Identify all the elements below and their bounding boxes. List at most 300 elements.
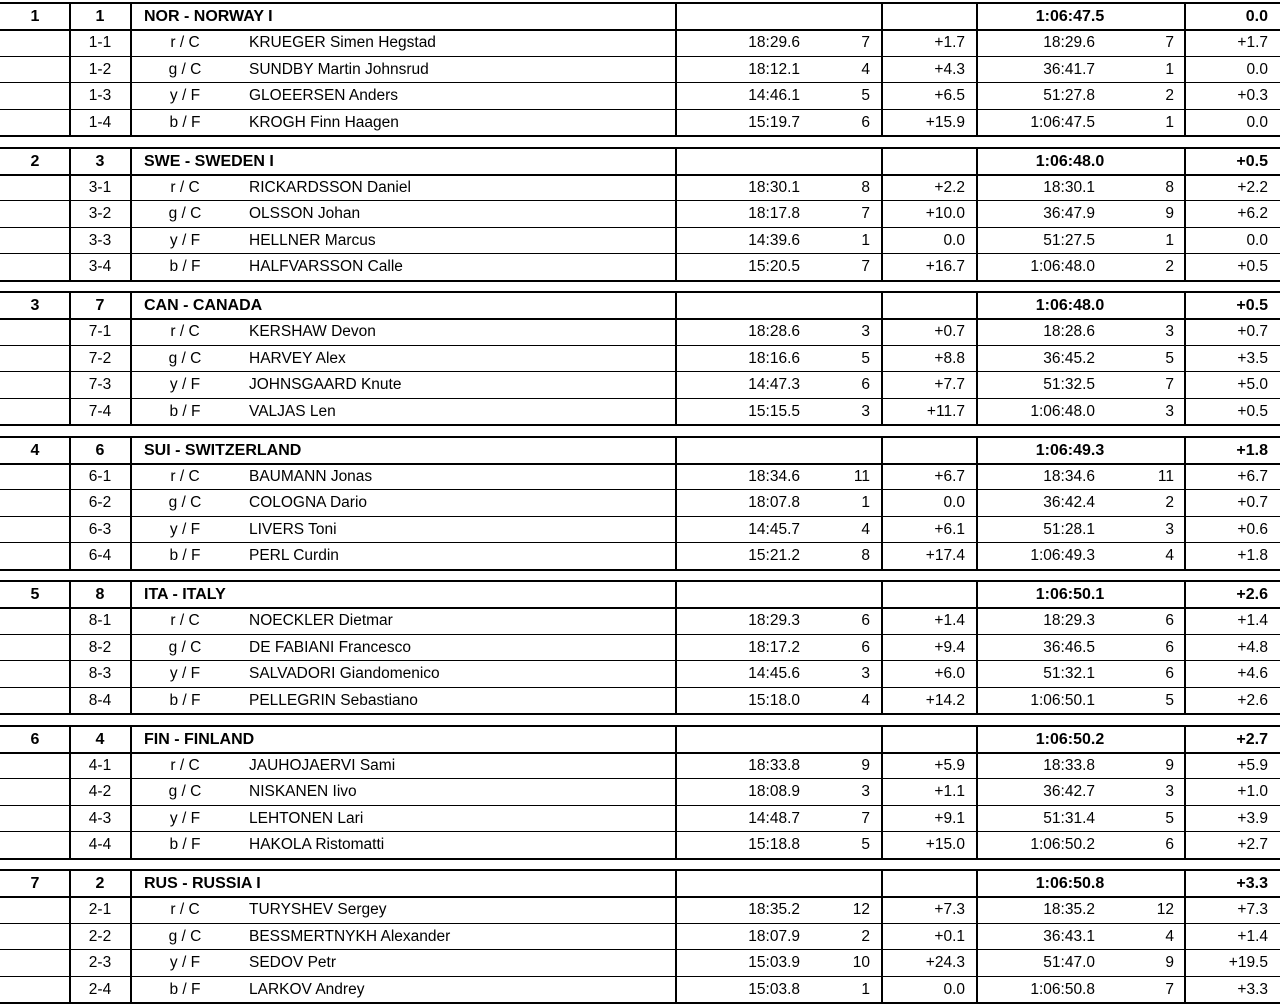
- row-divider: [0, 424, 1280, 426]
- leg-style: r / C: [170, 901, 200, 918]
- leg-style: r / C: [170, 323, 200, 340]
- leg-rank: 7: [861, 809, 870, 827]
- athlete-row: [0, 635, 1280, 661]
- cumulative-behind: +0.6: [1237, 520, 1268, 538]
- athlete-row: [0, 319, 1280, 345]
- leg-style: y / F: [169, 809, 201, 827]
- leg-behind: +7.7: [934, 376, 965, 393]
- athlete-name: NOECKLER Dietmar: [249, 612, 393, 629]
- cumulative-time: 18:28.6: [1043, 323, 1095, 340]
- cumulative-time: 51:32.1: [1043, 665, 1095, 682]
- cumulative-behind: +4.8: [1237, 638, 1268, 656]
- athlete-row: [0, 806, 1280, 832]
- cumulative-behind: +4.6: [1237, 665, 1268, 682]
- team-header-row: [0, 4, 1280, 29]
- cumulative-time: 18:30.1: [1043, 178, 1095, 196]
- team-rank: 4: [30, 441, 40, 459]
- athlete-row: [0, 490, 1280, 516]
- team-header-row: [0, 149, 1280, 174]
- team-rank: 3: [30, 297, 40, 314]
- team-header-row: [0, 871, 1280, 896]
- leg-style: b / F: [169, 980, 201, 998]
- leg-time: 14:45.7: [748, 520, 800, 538]
- leg-style: r / C: [170, 756, 200, 774]
- cumulative-behind: +0.7: [1237, 494, 1268, 511]
- athlete-row: [0, 950, 1280, 976]
- cumulative-rank: 7: [1165, 376, 1174, 393]
- team-name: SWE - SWEDEN I: [144, 152, 274, 170]
- team-block: [0, 725, 1280, 860]
- cumulative-time: 18:35.2: [1043, 901, 1095, 918]
- athlete-row: [0, 346, 1280, 372]
- leg-behind: +2.2: [934, 178, 965, 196]
- leg-behind: +0.7: [934, 323, 965, 340]
- athlete-name: LIVERS Toni: [249, 520, 337, 538]
- athlete-name: SALVADORI Giandomenico: [249, 665, 440, 682]
- leg-time: 15:18.8: [748, 836, 800, 853]
- leg-rank: 7: [861, 205, 870, 222]
- cumulative-time: 1:06:48.0: [1030, 402, 1095, 420]
- row-divider: [0, 858, 1280, 860]
- leg-style: g / C: [168, 783, 202, 800]
- athlete-name: DE FABIANI Francesco: [249, 638, 411, 656]
- leg-style: y / F: [169, 376, 201, 393]
- cumulative-time: 51:28.1: [1043, 520, 1095, 538]
- cumulative-behind: +1.4: [1237, 612, 1268, 629]
- team-bib: 8: [95, 586, 105, 603]
- leg-rank: 4: [861, 691, 870, 709]
- leg-time: 18:12.1: [748, 60, 800, 78]
- team-time: 1:06:50.1: [1035, 586, 1105, 603]
- athlete-name: OLSSON Johan: [249, 205, 361, 222]
- athlete-name: LARKOV Andrey: [249, 980, 365, 998]
- cumulative-rank: 3: [1165, 323, 1174, 340]
- athlete-row: [0, 175, 1280, 201]
- leg-behind: +9.4: [934, 638, 965, 656]
- leg-style: g / C: [168, 60, 202, 78]
- cumulative-time: 51:32.5: [1043, 376, 1095, 393]
- leg-time: 14:48.7: [748, 809, 800, 827]
- cumulative-time: 36:41.7: [1043, 60, 1095, 78]
- leg-behind: +6.5: [934, 87, 965, 104]
- cumulative-behind: +5.9: [1237, 756, 1268, 774]
- cumulative-behind: +3.3: [1237, 980, 1268, 998]
- leg-rank: 8: [861, 547, 870, 564]
- leg-behind: +4.3: [934, 60, 965, 78]
- leg-behind: +10.0: [925, 205, 965, 222]
- leg-time: 18:07.8: [748, 494, 800, 511]
- cumulative-time: 18:33.8: [1043, 756, 1095, 774]
- leg-number: 8-4: [88, 691, 112, 709]
- athlete-row: [0, 464, 1280, 490]
- row-divider: [0, 713, 1280, 715]
- athlete-row: [0, 399, 1280, 425]
- cumulative-time: 51:27.8: [1043, 87, 1095, 104]
- leg-rank: 7: [861, 258, 870, 275]
- leg-style: y / F: [169, 231, 201, 249]
- cumulative-time: 51:27.5: [1043, 231, 1095, 249]
- athlete-row: [0, 688, 1280, 714]
- leg-rank: 3: [861, 665, 870, 682]
- leg-style: b / F: [169, 691, 201, 709]
- athlete-row: [0, 753, 1280, 779]
- cumulative-behind: +2.6: [1237, 691, 1268, 709]
- cumulative-time: 36:42.7: [1043, 783, 1095, 800]
- leg-rank: 7: [861, 34, 870, 51]
- leg-rank: 10: [852, 954, 870, 971]
- team-name: RUS - RUSSIA I: [144, 875, 261, 892]
- leg-number: 1-2: [88, 60, 112, 78]
- leg-number: 4-1: [88, 756, 112, 774]
- leg-rank: 11: [853, 467, 870, 485]
- leg-time: 18:08.9: [748, 783, 800, 800]
- cumulative-time: 18:34.6: [1043, 467, 1095, 485]
- team-rank: 6: [30, 730, 40, 748]
- leg-rank: 1: [861, 980, 870, 998]
- leg-style: y / F: [169, 954, 201, 971]
- leg-behind: +14.2: [925, 691, 965, 709]
- athlete-name: HAKOLA Ristomatti: [249, 836, 385, 853]
- cumulative-rank: 1: [1165, 113, 1174, 131]
- athlete-row: [0, 57, 1280, 83]
- cumulative-rank: 9: [1165, 756, 1174, 774]
- cumulative-rank: 5: [1165, 809, 1174, 827]
- leg-number: 7-1: [88, 323, 112, 340]
- cumulative-behind: +6.7: [1237, 467, 1268, 485]
- leg-time: 15:15.5: [748, 402, 800, 420]
- team-bib: 2: [95, 875, 105, 892]
- leg-style: y / F: [169, 665, 201, 682]
- cumulative-behind: 0.0: [1246, 113, 1268, 131]
- cumulative-time: 36:46.5: [1043, 638, 1095, 656]
- athlete-name: KERSHAW Devon: [249, 323, 376, 340]
- team-behind: +2.7: [1236, 730, 1268, 748]
- cumulative-time: 36:47.9: [1043, 205, 1095, 222]
- cumulative-behind: +3.5: [1237, 349, 1268, 367]
- athlete-row: [0, 254, 1280, 280]
- team-name: NOR - NORWAY I: [144, 8, 273, 25]
- cumulative-rank: 4: [1165, 547, 1174, 564]
- leg-behind: +17.4: [925, 547, 965, 564]
- leg-number: 6-1: [88, 467, 112, 485]
- leg-time: 18:30.1: [748, 178, 800, 196]
- leg-rank: 5: [861, 836, 870, 853]
- leg-time: 18:17.2: [748, 638, 800, 656]
- leg-number: 3-3: [88, 231, 112, 249]
- cumulative-rank: 2: [1165, 258, 1174, 275]
- leg-number: 3-2: [88, 205, 112, 222]
- team-name: ITA - ITALY: [144, 586, 226, 603]
- athlete-name: JOHNSGAARD Knute: [249, 376, 402, 393]
- cumulative-rank: 1: [1165, 60, 1174, 78]
- athlete-name: BAUMANN Jonas: [249, 467, 373, 485]
- leg-number: 3-4: [88, 258, 112, 275]
- athlete-row: [0, 30, 1280, 56]
- cumulative-time: 36:42.4: [1043, 494, 1095, 511]
- cumulative-behind: +2.2: [1237, 178, 1268, 196]
- team-behind: +2.6: [1236, 586, 1268, 603]
- leg-behind: +9.1: [934, 809, 965, 827]
- athlete-name: LEHTONEN Lari: [249, 809, 364, 827]
- leg-rank: 4: [861, 520, 870, 538]
- leg-style: g / C: [168, 349, 202, 367]
- leg-style: g / C: [168, 638, 202, 656]
- cumulative-rank: 3: [1165, 783, 1174, 800]
- leg-style: y / F: [169, 87, 201, 104]
- team-header-row: [0, 293, 1280, 318]
- leg-number: 7-3: [88, 376, 112, 393]
- team-behind: +3.3: [1236, 875, 1268, 892]
- team-rank: 7: [30, 875, 40, 892]
- team-rank: 5: [30, 586, 40, 603]
- athlete-name: KROGH Finn Haagen: [249, 113, 399, 131]
- row-divider: [0, 569, 1280, 571]
- team-rank: 1: [30, 8, 40, 25]
- team-block: [0, 2, 1280, 137]
- athlete-name: JAUHOJAERVI Sami: [249, 756, 396, 774]
- athlete-name: HARVEY Alex: [249, 349, 346, 367]
- team-block: [0, 436, 1280, 571]
- cumulative-time: 1:06:50.1: [1030, 691, 1095, 709]
- team-bib: 6: [95, 441, 105, 459]
- athlete-name: SEDOV Petr: [249, 954, 336, 971]
- leg-style: r / C: [170, 34, 200, 51]
- team-time: 1:06:48.0: [1035, 297, 1105, 314]
- team-time: 1:06:50.2: [1035, 730, 1105, 748]
- leg-behind: +1.7: [934, 34, 965, 51]
- leg-rank: 3: [861, 783, 870, 800]
- athlete-name: SUNDBY Martin Johnsrud: [249, 60, 429, 78]
- cumulative-time: 18:29.6: [1043, 34, 1095, 51]
- cumulative-time: 1:06:50.2: [1030, 836, 1095, 853]
- leg-rank: 3: [861, 323, 870, 340]
- leg-behind: 0.0: [943, 980, 965, 998]
- leg-rank: 12: [852, 901, 870, 918]
- cumulative-behind: +0.5: [1237, 258, 1268, 275]
- athlete-row: [0, 228, 1280, 254]
- athlete-row: [0, 977, 1280, 1003]
- leg-time: 18:33.8: [748, 756, 800, 774]
- leg-time: 18:29.6: [748, 34, 800, 51]
- leg-style: b / F: [169, 402, 201, 420]
- leg-behind: +15.0: [925, 836, 965, 853]
- athlete-name: GLOEERSEN Anders: [249, 87, 399, 104]
- team-time: 1:06:47.5: [1035, 8, 1105, 25]
- leg-style: g / C: [168, 494, 202, 511]
- leg-rank: 5: [861, 349, 870, 367]
- team-name: FIN - FINLAND: [144, 730, 255, 748]
- athlete-name: HALFVARSSON Calle: [249, 258, 403, 275]
- athlete-row: [0, 372, 1280, 398]
- cumulative-rank: 2: [1165, 87, 1174, 104]
- team-time: 1:06:50.8: [1035, 875, 1105, 892]
- leg-time: 15:18.0: [748, 691, 800, 709]
- athlete-name: BESSMERTNYKH Alexander: [249, 927, 451, 945]
- cumulative-behind: +3.9: [1237, 809, 1268, 827]
- leg-number: 3-1: [88, 178, 112, 196]
- leg-number: 4-2: [88, 783, 112, 800]
- leg-rank: 6: [861, 113, 870, 131]
- cumulative-behind: +1.4: [1237, 927, 1268, 945]
- leg-time: 18:35.2: [748, 901, 800, 918]
- cumulative-rank: 6: [1165, 638, 1174, 656]
- cumulative-behind: +7.3: [1237, 901, 1268, 918]
- cumulative-behind: 0.0: [1246, 231, 1268, 249]
- leg-time: 14:47.3: [748, 376, 800, 393]
- leg-behind: +24.3: [925, 954, 965, 971]
- cumulative-rank: 3: [1165, 520, 1174, 538]
- leg-style: y / F: [169, 520, 201, 538]
- leg-rank: 5: [861, 87, 870, 104]
- team-name: SUI - SWITZERLAND: [144, 441, 302, 459]
- leg-behind: +1.1: [934, 783, 965, 800]
- leg-behind: 0.0: [943, 231, 965, 249]
- leg-number: 6-4: [88, 547, 112, 564]
- leg-number: 4-3: [88, 809, 112, 827]
- leg-number: 6-3: [88, 520, 112, 538]
- leg-time: 18:16.6: [748, 349, 800, 367]
- athlete-row: [0, 897, 1280, 923]
- athlete-name: NISKANEN Iivo: [249, 783, 357, 800]
- leg-number: 1-3: [88, 87, 112, 104]
- row-divider: [0, 135, 1280, 137]
- team-bib: 7: [95, 297, 105, 314]
- leg-behind: +6.0: [934, 665, 965, 682]
- athlete-row: [0, 608, 1280, 634]
- cumulative-behind: +6.2: [1237, 205, 1268, 222]
- leg-rank: 8: [861, 178, 870, 196]
- team-block: [0, 869, 1280, 1004]
- leg-rank: 4: [861, 60, 870, 78]
- team-time: 1:06:48.0: [1035, 152, 1105, 170]
- athlete-row: [0, 779, 1280, 805]
- cumulative-time: 18:29.3: [1043, 612, 1095, 629]
- cumulative-behind: +0.7: [1237, 323, 1268, 340]
- leg-number: 7-2: [88, 349, 112, 367]
- cumulative-rank: 1: [1165, 231, 1174, 249]
- leg-style: b / F: [169, 258, 201, 275]
- cumulative-rank: 5: [1165, 349, 1174, 367]
- athlete-row: [0, 543, 1280, 569]
- cumulative-behind: +1.7: [1237, 34, 1268, 51]
- leg-number: 2-1: [88, 901, 112, 918]
- leg-time: 14:45.6: [748, 665, 800, 682]
- leg-time: 18:07.9: [748, 927, 800, 945]
- leg-time: 18:28.6: [748, 323, 800, 340]
- leg-number: 7-4: [88, 402, 112, 420]
- leg-behind: +6.1: [934, 520, 965, 538]
- leg-behind: +15.9: [925, 113, 965, 131]
- cumulative-time: 1:06:47.5: [1030, 113, 1095, 131]
- athlete-name: PELLEGRIN Sebastiano: [249, 691, 418, 709]
- leg-rank: 6: [861, 638, 870, 656]
- leg-number: 8-2: [88, 638, 112, 656]
- leg-behind: +5.9: [934, 756, 965, 774]
- cumulative-behind: +1.8: [1237, 547, 1268, 564]
- leg-rank: 2: [861, 927, 870, 945]
- leg-number: 1-1: [88, 34, 112, 51]
- leg-rank: 1: [861, 231, 870, 249]
- leg-time: 14:39.6: [748, 231, 800, 249]
- team-header-row: [0, 438, 1280, 463]
- athlete-row: [0, 83, 1280, 109]
- leg-number: 1-4: [88, 113, 112, 131]
- leg-behind: 0.0: [943, 494, 965, 511]
- leg-number: 2-2: [88, 927, 112, 945]
- leg-rank: 9: [861, 756, 870, 774]
- leg-rank: 1: [861, 494, 870, 511]
- team-bib: 1: [95, 8, 105, 25]
- cumulative-behind: +0.5: [1237, 402, 1268, 420]
- cumulative-behind: +5.0: [1237, 376, 1268, 393]
- leg-behind: +8.8: [934, 349, 965, 367]
- team-behind: +1.8: [1236, 441, 1268, 459]
- leg-behind: +6.7: [934, 467, 965, 485]
- cumulative-rank: 6: [1165, 665, 1174, 682]
- leg-number: 2-3: [88, 954, 112, 971]
- cumulative-time: 1:06:50.8: [1030, 980, 1095, 998]
- athlete-name: HELLNER Marcus: [249, 231, 376, 249]
- cumulative-behind: +2.7: [1237, 836, 1268, 853]
- athlete-name: PERL Curdin: [249, 547, 339, 564]
- cumulative-time: 51:31.4: [1043, 809, 1095, 827]
- leg-style: b / F: [169, 113, 201, 131]
- cumulative-time: 1:06:48.0: [1030, 258, 1095, 275]
- cumulative-rank: 9: [1165, 205, 1174, 222]
- cumulative-rank: 2: [1165, 494, 1174, 511]
- cumulative-rank: 7: [1165, 980, 1174, 998]
- athlete-row: [0, 832, 1280, 858]
- team-header-row: [0, 582, 1280, 607]
- athlete-name: RICKARDSSON Daniel: [249, 178, 411, 196]
- team-bib: 3: [95, 152, 105, 170]
- leg-behind: +16.7: [925, 258, 965, 275]
- cumulative-rank: 12: [1156, 901, 1174, 918]
- leg-style: b / F: [169, 547, 201, 564]
- cumulative-time: 1:06:49.3: [1030, 547, 1095, 564]
- team-behind: +0.5: [1236, 152, 1268, 170]
- cumulative-behind: +19.5: [1228, 954, 1268, 971]
- team-block: [0, 291, 1280, 426]
- leg-time: 18:34.6: [748, 467, 800, 485]
- athlete-name: VALJAS Len: [249, 402, 336, 420]
- team-behind: +0.5: [1236, 297, 1268, 314]
- leg-behind: +1.4: [934, 612, 965, 629]
- leg-time: 18:17.8: [748, 205, 800, 222]
- team-time: 1:06:49.3: [1035, 441, 1105, 459]
- cumulative-rank: 4: [1165, 927, 1174, 945]
- athlete-row: [0, 924, 1280, 950]
- cumulative-rank: 6: [1165, 612, 1174, 629]
- athlete-row: [0, 110, 1280, 136]
- cumulative-behind: 0.0: [1246, 60, 1268, 78]
- leg-style: r / C: [170, 178, 200, 196]
- cumulative-time: 51:47.0: [1043, 954, 1095, 971]
- leg-rank: 6: [861, 376, 870, 393]
- athlete-name: KRUEGER Simen Hegstad: [249, 34, 436, 51]
- cumulative-rank: 8: [1165, 178, 1174, 196]
- leg-number: 4-4: [88, 836, 112, 853]
- athlete-row: [0, 517, 1280, 543]
- leg-time: 18:29.3: [748, 612, 800, 629]
- cumulative-rank: 6: [1165, 836, 1174, 853]
- leg-rank: 6: [861, 612, 870, 629]
- leg-time: 15:20.5: [748, 258, 800, 275]
- leg-time: 15:19.7: [748, 113, 800, 131]
- leg-time: 15:03.8: [748, 980, 800, 998]
- leg-style: b / F: [169, 836, 201, 853]
- leg-behind: +0.1: [934, 927, 965, 945]
